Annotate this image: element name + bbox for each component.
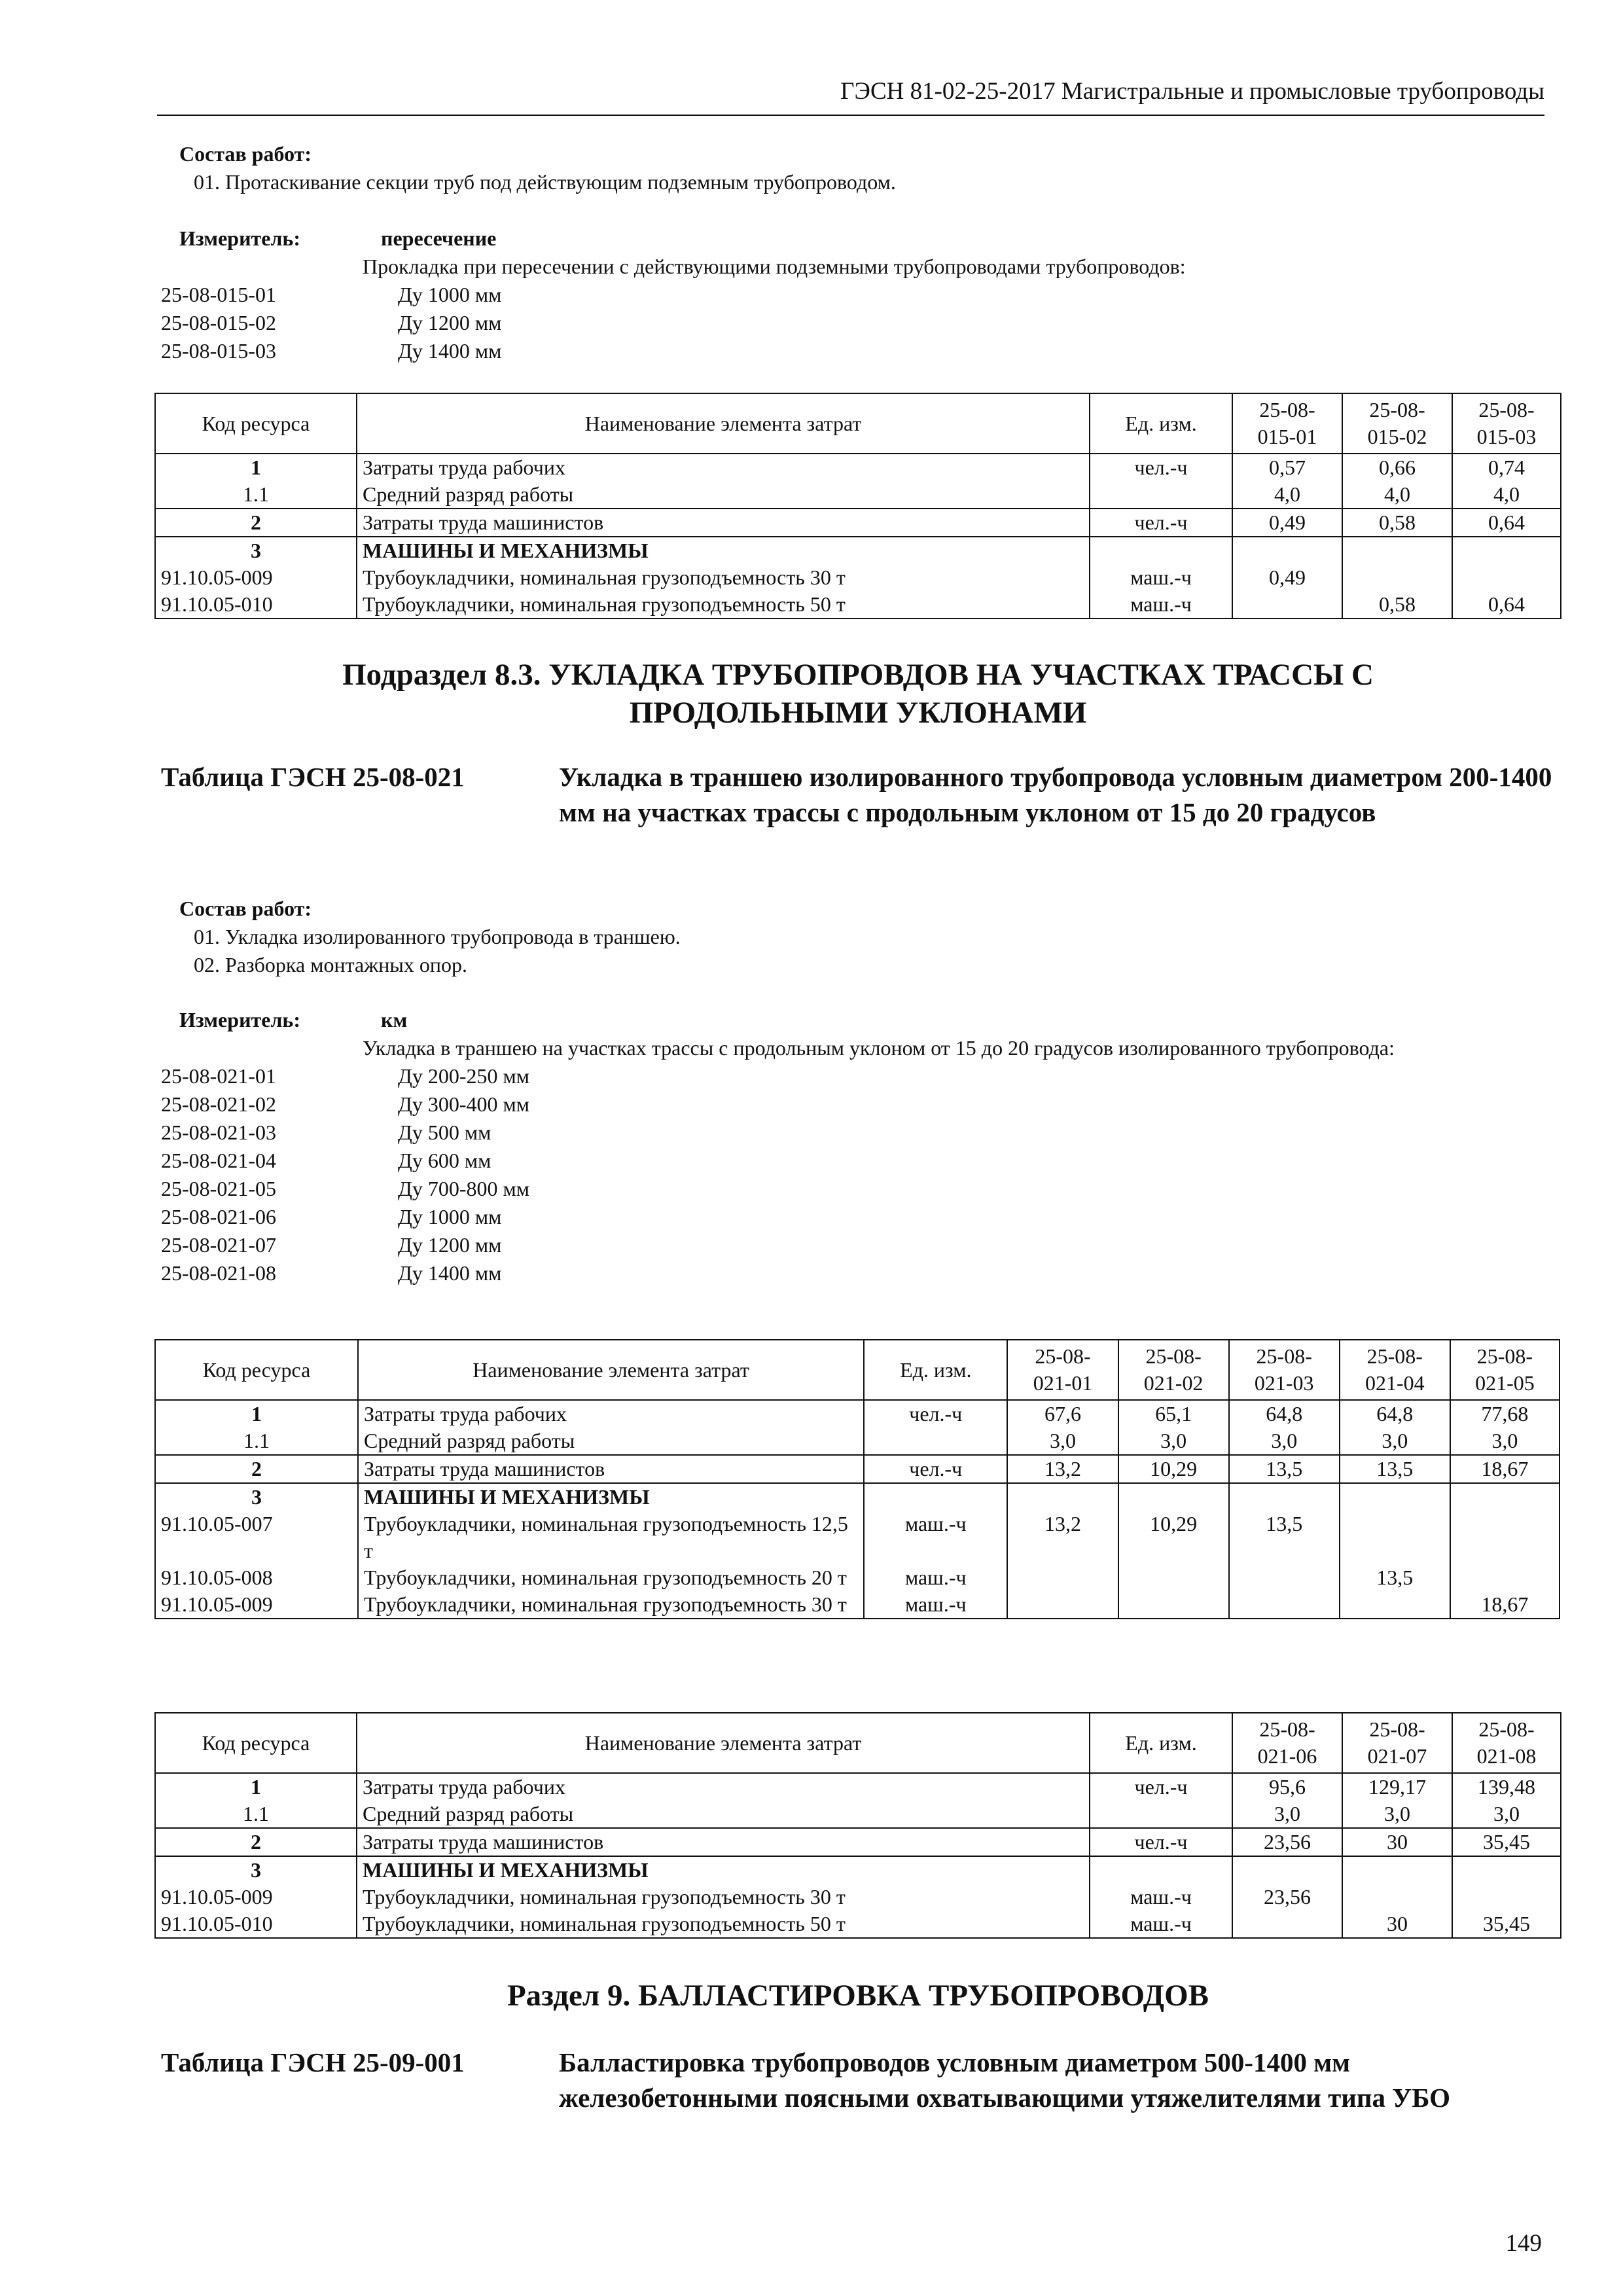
- value-cell: [1342, 564, 1452, 591]
- table-row: [155, 1564, 1560, 1591]
- norm-code: 25-08-015-01: [161, 283, 276, 306]
- resource-table-3: [154, 1712, 1561, 1939]
- unit-cell: [1090, 1856, 1232, 1884]
- resource-name: Затраты труда машинистов: [357, 509, 1090, 537]
- unit-cell: маш.-ч: [1090, 1910, 1232, 1938]
- value-cell: 3,0: [1340, 1427, 1450, 1455]
- unit-cell: маш.-ч: [864, 1564, 1007, 1591]
- column-header: 25-08- 021-04: [1340, 1340, 1450, 1400]
- value-cell: 139,48: [1452, 1773, 1561, 1801]
- meter-label: Измеритель:: [179, 1008, 300, 1031]
- column-header: 25-08- 021-06: [1232, 1713, 1342, 1773]
- column-header: Код ресурса: [155, 393, 357, 454]
- work-label: Состав работ:: [179, 142, 312, 166]
- value-cell: [1229, 1591, 1340, 1619]
- value-cell: [1007, 1591, 1118, 1619]
- value-cell: 65,1: [1118, 1400, 1229, 1427]
- value-cell: 4,0: [1342, 481, 1452, 509]
- table-header-row: [155, 393, 1561, 454]
- value-cell: [1452, 1884, 1561, 1910]
- value-cell: 35,45: [1452, 1828, 1561, 1856]
- value-cell: 3,0: [1342, 1801, 1452, 1828]
- norm-code: 25-08-021-02: [161, 1092, 276, 1116]
- column-header: 25-08- 021-08: [1452, 1713, 1561, 1773]
- value-cell: [1452, 537, 1561, 564]
- value-cell: 23,56: [1232, 1884, 1342, 1910]
- value-cell: [1450, 1483, 1560, 1511]
- code-row: [161, 1090, 1555, 1119]
- resource-code: 1.1: [155, 1801, 357, 1828]
- value-cell: 10,29: [1118, 1455, 1229, 1483]
- table-row: [155, 1511, 1560, 1564]
- value-cell: 77,68: [1450, 1400, 1560, 1427]
- norm-desc: Ду 200-250 мм: [398, 1064, 529, 1088]
- unit-cell: чел.-ч: [864, 1400, 1007, 1427]
- column-header: Код ресурса: [155, 1340, 358, 1400]
- work-item: 01. Протаскивание секции труб под действующим подземным трубопроводом.: [194, 170, 896, 194]
- table-row: [155, 1427, 1560, 1455]
- value-cell: [1342, 1856, 1452, 1884]
- resource-name: МАШИНЫ И МЕХАНИЗМЫ: [357, 537, 1090, 564]
- code-row: [161, 1175, 1555, 1203]
- norm-code: 25-08-021-07: [161, 1233, 276, 1257]
- column-header: 25-08- 021-05: [1450, 1340, 1560, 1400]
- value-cell: 67,6: [1007, 1400, 1118, 1427]
- value-cell: 13,2: [1007, 1455, 1118, 1483]
- value-cell: 10,29: [1118, 1511, 1229, 1564]
- code-row: [161, 337, 1555, 365]
- norm-desc: Ду 300-400 мм: [398, 1092, 529, 1116]
- table-row: [155, 1400, 1560, 1427]
- resource-code: 1: [155, 1400, 358, 1427]
- table-row: [155, 509, 1561, 537]
- norm-code: 25-08-021-05: [161, 1177, 276, 1200]
- value-cell: [1118, 1564, 1229, 1591]
- code-row: [161, 1147, 1555, 1175]
- table-row: [155, 454, 1561, 481]
- unit-cell: чел.-ч: [1090, 1828, 1232, 1856]
- table-title-label: Таблица ГЭСН 25-08-021: [161, 762, 465, 792]
- unit-cell: маш.-ч: [1090, 591, 1232, 619]
- norm-code: 25-08-021-01: [161, 1064, 276, 1088]
- unit-cell: [1090, 1801, 1232, 1828]
- resource-name: Средний разряд работы: [357, 1801, 1090, 1828]
- value-cell: 129,17: [1342, 1773, 1452, 1801]
- resource-code: 91.10.05-009: [155, 1884, 357, 1910]
- table-row: [155, 537, 1561, 564]
- value-cell: [1229, 1564, 1340, 1591]
- value-cell: [1232, 1856, 1342, 1884]
- unit-cell: [1090, 537, 1232, 564]
- code-row: [161, 1062, 1555, 1090]
- value-cell: [1452, 1856, 1561, 1884]
- value-cell: 13,5: [1229, 1511, 1340, 1564]
- resource-table-2: [154, 1339, 1560, 1619]
- table-title-label: Таблица ГЭСН 25-09-001: [161, 2047, 465, 2077]
- work-label: Состав работ:: [179, 897, 312, 920]
- norm-desc: Ду 1400 мм: [398, 1261, 502, 1285]
- table-row: [155, 1773, 1561, 1801]
- value-cell: 95,6: [1232, 1773, 1342, 1801]
- value-cell: 0,49: [1232, 509, 1342, 537]
- column-header: 25-08- 015-01: [1232, 393, 1342, 454]
- table-title-name: Балластировка трубопроводов условным диаметром 500-1400 мм железобетонными поясными охватывающими утяжелителями типа УБО: [559, 2047, 1451, 2113]
- value-cell: 3,0: [1452, 1801, 1561, 1828]
- resource-name: Затраты труда машинистов: [358, 1455, 864, 1483]
- resource-name: МАШИНЫ И МЕХАНИЗМЫ: [357, 1856, 1090, 1884]
- subsection-title-line: ПРОДОЛЬНЫМИ УКЛОНАМИ: [629, 696, 1087, 730]
- value-cell: 18,67: [1450, 1591, 1560, 1619]
- resource-name: МАШИНЫ И МЕХАНИЗМЫ: [358, 1483, 864, 1511]
- norm-code: 25-08-015-02: [161, 311, 276, 334]
- table-row: [155, 1884, 1561, 1910]
- norm-desc: Ду 500 мм: [398, 1121, 491, 1144]
- value-cell: [1232, 537, 1342, 564]
- unit-cell: [1090, 481, 1232, 509]
- column-header: 25-08- 021-03: [1229, 1340, 1340, 1400]
- resource-name: Средний разряд работы: [358, 1427, 864, 1455]
- table-title-name: Укладка в траншею изолированного трубопровода условным диаметром 200-1400 мм на участках трассы с продольным уклоном от 15 до 20 градусов: [559, 762, 1552, 827]
- column-header: Ед. изм.: [1090, 1713, 1232, 1773]
- table-header-row: [155, 1713, 1561, 1773]
- value-cell: [1342, 1884, 1452, 1910]
- resource-code: 2: [155, 509, 357, 537]
- norm-desc: Ду 1000 мм: [398, 283, 502, 306]
- value-cell: 3,0: [1229, 1427, 1340, 1455]
- value-cell: 0,64: [1452, 509, 1561, 537]
- value-cell: 0,66: [1342, 454, 1452, 481]
- table-row: [155, 1455, 1560, 1483]
- resource-code: 91.10.05-008: [155, 1564, 358, 1591]
- norm-code: 25-08-021-04: [161, 1149, 276, 1172]
- norm-desc: Ду 1200 мм: [398, 311, 502, 334]
- value-cell: 30: [1342, 1828, 1452, 1856]
- table-row: [155, 481, 1561, 509]
- code-row: [161, 1203, 1555, 1231]
- norm-desc: Ду 600 мм: [398, 1149, 491, 1172]
- value-cell: 13,5: [1229, 1455, 1340, 1483]
- table-row: [155, 1801, 1561, 1828]
- value-cell: [1232, 591, 1342, 619]
- value-cell: 3,0: [1118, 1427, 1229, 1455]
- resource-code: 91.10.05-010: [155, 1910, 357, 1938]
- table-header-row: [155, 1340, 1560, 1400]
- value-cell: 4,0: [1452, 481, 1561, 509]
- norm-desc: Ду 1200 мм: [398, 1233, 502, 1257]
- meter-block-1: [161, 224, 1555, 365]
- code-row: [161, 1119, 1555, 1147]
- value-cell: 4,0: [1232, 481, 1342, 509]
- unit-cell: чел.-ч: [1090, 509, 1232, 537]
- meter-label: Измеритель:: [179, 226, 300, 250]
- resource-name: Трубоукладчики, номинальная грузоподъемность 50 т: [357, 591, 1090, 619]
- norm-code: 25-08-021-06: [161, 1205, 276, 1229]
- resource-name: Затраты труда рабочих: [358, 1400, 864, 1427]
- resource-name: Трубоукладчики, номинальная грузоподъемность 30 т: [357, 1884, 1090, 1910]
- table-row: [155, 1483, 1560, 1511]
- column-header: 25-08- 021-07: [1342, 1713, 1452, 1773]
- value-cell: [1450, 1511, 1560, 1564]
- value-cell: [1450, 1564, 1560, 1591]
- value-cell: [1452, 564, 1561, 591]
- code-row: [161, 1259, 1555, 1287]
- resource-name: Затраты труда рабочих: [357, 1773, 1090, 1801]
- resource-code: 3: [155, 537, 357, 564]
- resource-code: 1: [155, 1773, 357, 1801]
- work-item: 02. Разборка монтажных опор.: [194, 953, 467, 977]
- table-row: [155, 1828, 1561, 1856]
- value-cell: [1340, 1483, 1450, 1511]
- resource-code: 91.10.05-010: [155, 591, 357, 619]
- value-cell: 0,74: [1452, 454, 1561, 481]
- resource-code: 3: [155, 1856, 357, 1884]
- column-header: Наименование элемента затрат: [358, 1340, 864, 1400]
- value-cell: 13,5: [1340, 1455, 1450, 1483]
- column-header: 25-08- 021-02: [1118, 1340, 1229, 1400]
- resource-name: Затраты труда машинистов: [357, 1828, 1090, 1856]
- resource-name: Трубоукладчики, номинальная грузоподъемность 20 т: [358, 1564, 864, 1591]
- unit-cell: маш.-ч: [1090, 564, 1232, 591]
- value-cell: [1232, 1910, 1342, 1938]
- resource-code: 91.10.05-009: [155, 1591, 358, 1619]
- value-cell: 23,56: [1232, 1828, 1342, 1856]
- code-row: [161, 309, 1555, 337]
- value-cell: 18,67: [1450, 1455, 1560, 1483]
- value-cell: 0,58: [1342, 509, 1452, 537]
- value-cell: 3,0: [1450, 1427, 1560, 1455]
- resource-name: Затраты труда рабочих: [357, 454, 1090, 481]
- table-row: [155, 564, 1561, 591]
- norm-code: 25-08-021-03: [161, 1121, 276, 1144]
- unit-cell: [864, 1427, 1007, 1455]
- unit-cell: [864, 1483, 1007, 1511]
- work-item: 01. Укладка изолированного трубопровода в траншею.: [194, 925, 681, 948]
- value-cell: 13,5: [1340, 1564, 1450, 1591]
- value-cell: 0,57: [1232, 454, 1342, 481]
- value-cell: [1007, 1564, 1118, 1591]
- value-cell: 3,0: [1232, 1801, 1342, 1828]
- section-9-title: Раздел 9. БАЛЛАСТИРОВКА ТРУБОПРОВОДОВ: [507, 1979, 1209, 2013]
- unit-cell: чел.-ч: [1090, 1773, 1232, 1801]
- resource-code: 91.10.05-009: [155, 564, 357, 591]
- meter-description: Укладка в траншею на участках трассы с продольным уклоном от 15 до 20 градусов изолированного трубопровода:: [363, 1036, 1395, 1060]
- table-title-25-08-021: [161, 759, 1555, 830]
- resource-code: 91.10.05-007: [155, 1511, 358, 1564]
- column-header: Ед. изм.: [1090, 393, 1232, 454]
- column-header: 25-08- 015-02: [1342, 393, 1452, 454]
- value-cell: [1118, 1483, 1229, 1511]
- unit-cell: маш.-ч: [1090, 1884, 1232, 1910]
- code-row: [161, 281, 1555, 309]
- unit-cell: чел.-ч: [1090, 454, 1232, 481]
- unit-cell: чел.-ч: [864, 1455, 1007, 1483]
- unit-cell: маш.-ч: [864, 1591, 1007, 1619]
- resource-name: Трубоукладчики, номинальная грузоподъемность 30 т: [357, 564, 1090, 591]
- table-row: [155, 1856, 1561, 1884]
- value-cell: 0,64: [1452, 591, 1561, 619]
- subsection-title: [161, 656, 1555, 732]
- subsection-title-line: Подраздел 8.3. УКЛАДКА ТРУБОПРОВДОВ НА УЧАСТКАХ ТРАССЫ С: [342, 658, 1374, 692]
- table-row: [155, 1910, 1561, 1938]
- meter-unit: пересечение: [381, 226, 497, 250]
- value-cell: [1342, 537, 1452, 564]
- resource-name: Трубоукладчики, номинальная грузоподъемность 50 т: [357, 1910, 1090, 1938]
- column-header: 25-08- 015-03: [1452, 393, 1561, 454]
- value-cell: 30: [1342, 1910, 1452, 1938]
- resource-code: 2: [155, 1455, 358, 1483]
- meter-description: Прокладка при пересечении с действующими подземными трубопроводами трубопроводов:: [363, 255, 1186, 278]
- page-number: 149: [1505, 2230, 1542, 2257]
- norm-desc: Ду 700-800 мм: [398, 1177, 529, 1200]
- value-cell: [1229, 1483, 1340, 1511]
- column-header: Ед. изм.: [864, 1340, 1007, 1400]
- value-cell: [1118, 1591, 1229, 1619]
- meter-block-2: [161, 1006, 1555, 1287]
- table-title-25-09-001: [161, 2045, 1555, 2115]
- unit-cell: маш.-ч: [864, 1511, 1007, 1564]
- value-cell: [1340, 1591, 1450, 1619]
- value-cell: 0,58: [1342, 591, 1452, 619]
- resource-code: 1.1: [155, 1427, 358, 1455]
- resource-name: Трубоукладчики, номинальная грузоподъемность 12,5 т: [358, 1511, 864, 1564]
- value-cell: 64,8: [1340, 1400, 1450, 1427]
- table-row: [155, 591, 1561, 619]
- column-header: Наименование элемента затрат: [357, 393, 1090, 454]
- table-row: [155, 1591, 1560, 1619]
- resource-table-1: [154, 393, 1561, 619]
- resource-code: 3: [155, 1483, 358, 1511]
- norm-code: 25-08-015-03: [161, 339, 276, 363]
- norm-desc: Ду 1400 мм: [398, 339, 502, 363]
- work-composition-block-1: [161, 140, 1555, 196]
- resource-code: 2: [155, 1828, 357, 1856]
- value-cell: 13,2: [1007, 1511, 1118, 1564]
- resource-name: Трубоукладчики, номинальная грузоподъемность 30 т: [358, 1591, 864, 1619]
- value-cell: [1340, 1511, 1450, 1564]
- resource-code: 1.1: [155, 481, 357, 509]
- column-header: Код ресурса: [155, 1713, 357, 1773]
- value-cell: 3,0: [1007, 1427, 1118, 1455]
- meter-unit: км: [381, 1008, 408, 1031]
- code-row: [161, 1231, 1555, 1259]
- page-header: ГЭСН 81-02-25-2017 Магистральные и промысловые трубопроводы: [157, 77, 1544, 116]
- resource-name: Средний разряд работы: [357, 481, 1090, 509]
- work-composition-block-2: [161, 895, 1555, 979]
- norm-desc: Ду 1000 мм: [398, 1205, 502, 1229]
- norm-code: 25-08-021-08: [161, 1261, 276, 1285]
- value-cell: [1007, 1483, 1118, 1511]
- column-header: 25-08- 021-01: [1007, 1340, 1118, 1400]
- value-cell: 0,49: [1232, 564, 1342, 591]
- resource-code: 1: [155, 454, 357, 481]
- column-header: Наименование элемента затрат: [357, 1713, 1090, 1773]
- value-cell: 35,45: [1452, 1910, 1561, 1938]
- value-cell: 64,8: [1229, 1400, 1340, 1427]
